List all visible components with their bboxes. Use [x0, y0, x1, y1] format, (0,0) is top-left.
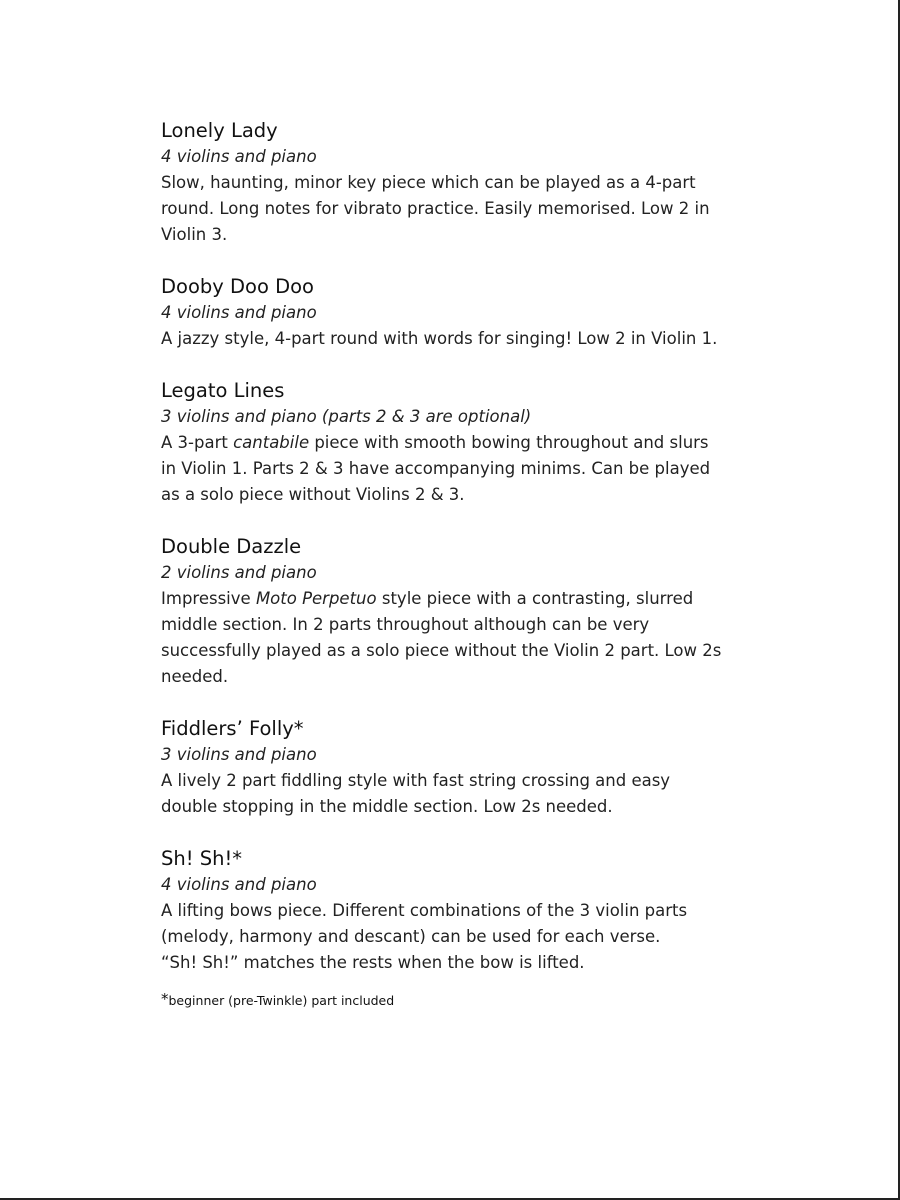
piece-instrumentation: 3 violins and piano (parts 2 & 3 are optional) — [161, 407, 532, 426]
piece-entry — [161, 533, 781, 690]
description-text: A 3-part — [161, 433, 234, 452]
description-line: A jazzy style, 4-part round with words for singing! Low 2 in Violin 1. — [161, 329, 718, 348]
description-text: style piece with a contrasting, slurred — [376, 589, 694, 608]
description-text: piece with smooth bowing throughout and slurs — [309, 433, 709, 452]
piece-instrumentation: 4 violins and piano — [161, 875, 317, 894]
description-line: A lifting bows piece. Different combinations of the 3 violin parts — [161, 901, 688, 920]
description-line: round. Long notes for vibrato practice. Easily memorised. Low 2 in — [161, 199, 710, 218]
piece-instrumentation: 4 violins and piano — [161, 147, 317, 166]
piece-entry — [161, 273, 781, 352]
piece-instrumentation: 2 violins and piano — [161, 563, 317, 582]
footnote — [161, 990, 781, 1010]
piece-instrumentation: 3 violins and piano — [161, 745, 317, 764]
description-line — [161, 586, 781, 612]
piece-description — [161, 170, 781, 248]
piece-instrumentation: 4 violins and piano — [161, 303, 317, 322]
piece-entry — [161, 377, 781, 508]
piece-entry — [161, 715, 781, 820]
description-line: Slow, haunting, minor key piece which can be played as a 4-part — [161, 173, 696, 192]
description-line: successfully played as a solo piece without the Violin 2 part. Low 2s — [161, 641, 722, 660]
description-line: (melody, harmony and descant) can be used for each verse. — [161, 927, 661, 946]
italic-term: cantabile — [233, 433, 310, 452]
piece-description — [161, 768, 781, 820]
description-line: needed. — [161, 667, 229, 686]
piece-entry — [161, 117, 781, 248]
footnote-text: beginner (pre-Twinkle) part included — [168, 993, 395, 1008]
piece-entry — [161, 845, 781, 976]
description-line: middle section. In 2 parts throughout although can be very — [161, 615, 650, 634]
description-line: “Sh! Sh!” matches the rests when the bow is lifted. — [161, 953, 585, 972]
piece-title: Lonely Lady — [161, 119, 278, 142]
italic-term: Moto Perpetuo — [255, 589, 377, 608]
piece-title: Double Dazzle — [161, 535, 302, 558]
piece-description — [161, 326, 781, 352]
piece-title: Sh! Sh!* — [161, 847, 243, 870]
description-line: A lively 2 part fiddling style with fast string crossing and easy — [161, 771, 671, 790]
description-line: in Violin 1. Parts 2 & 3 have accompanying minims. Can be played — [161, 459, 711, 478]
description-line: double stopping in the middle section. Low 2s needed. — [161, 797, 613, 816]
piece-title: Dooby Doo Doo — [161, 275, 314, 298]
description-line — [161, 430, 781, 456]
piece-description — [161, 898, 781, 976]
footnote-marker: * — [161, 990, 169, 1008]
description-text: Impressive — [161, 589, 256, 608]
piece-title: Legato Lines — [161, 379, 285, 402]
description-line: as a solo piece without Violins 2 & 3. — [161, 485, 465, 504]
piece-description — [161, 430, 781, 508]
piece-description — [161, 586, 781, 690]
description-line: Violin 3. — [161, 225, 228, 244]
piece-title: Fiddlers’ Folly* — [161, 717, 304, 740]
piece-list — [161, 117, 781, 1010]
